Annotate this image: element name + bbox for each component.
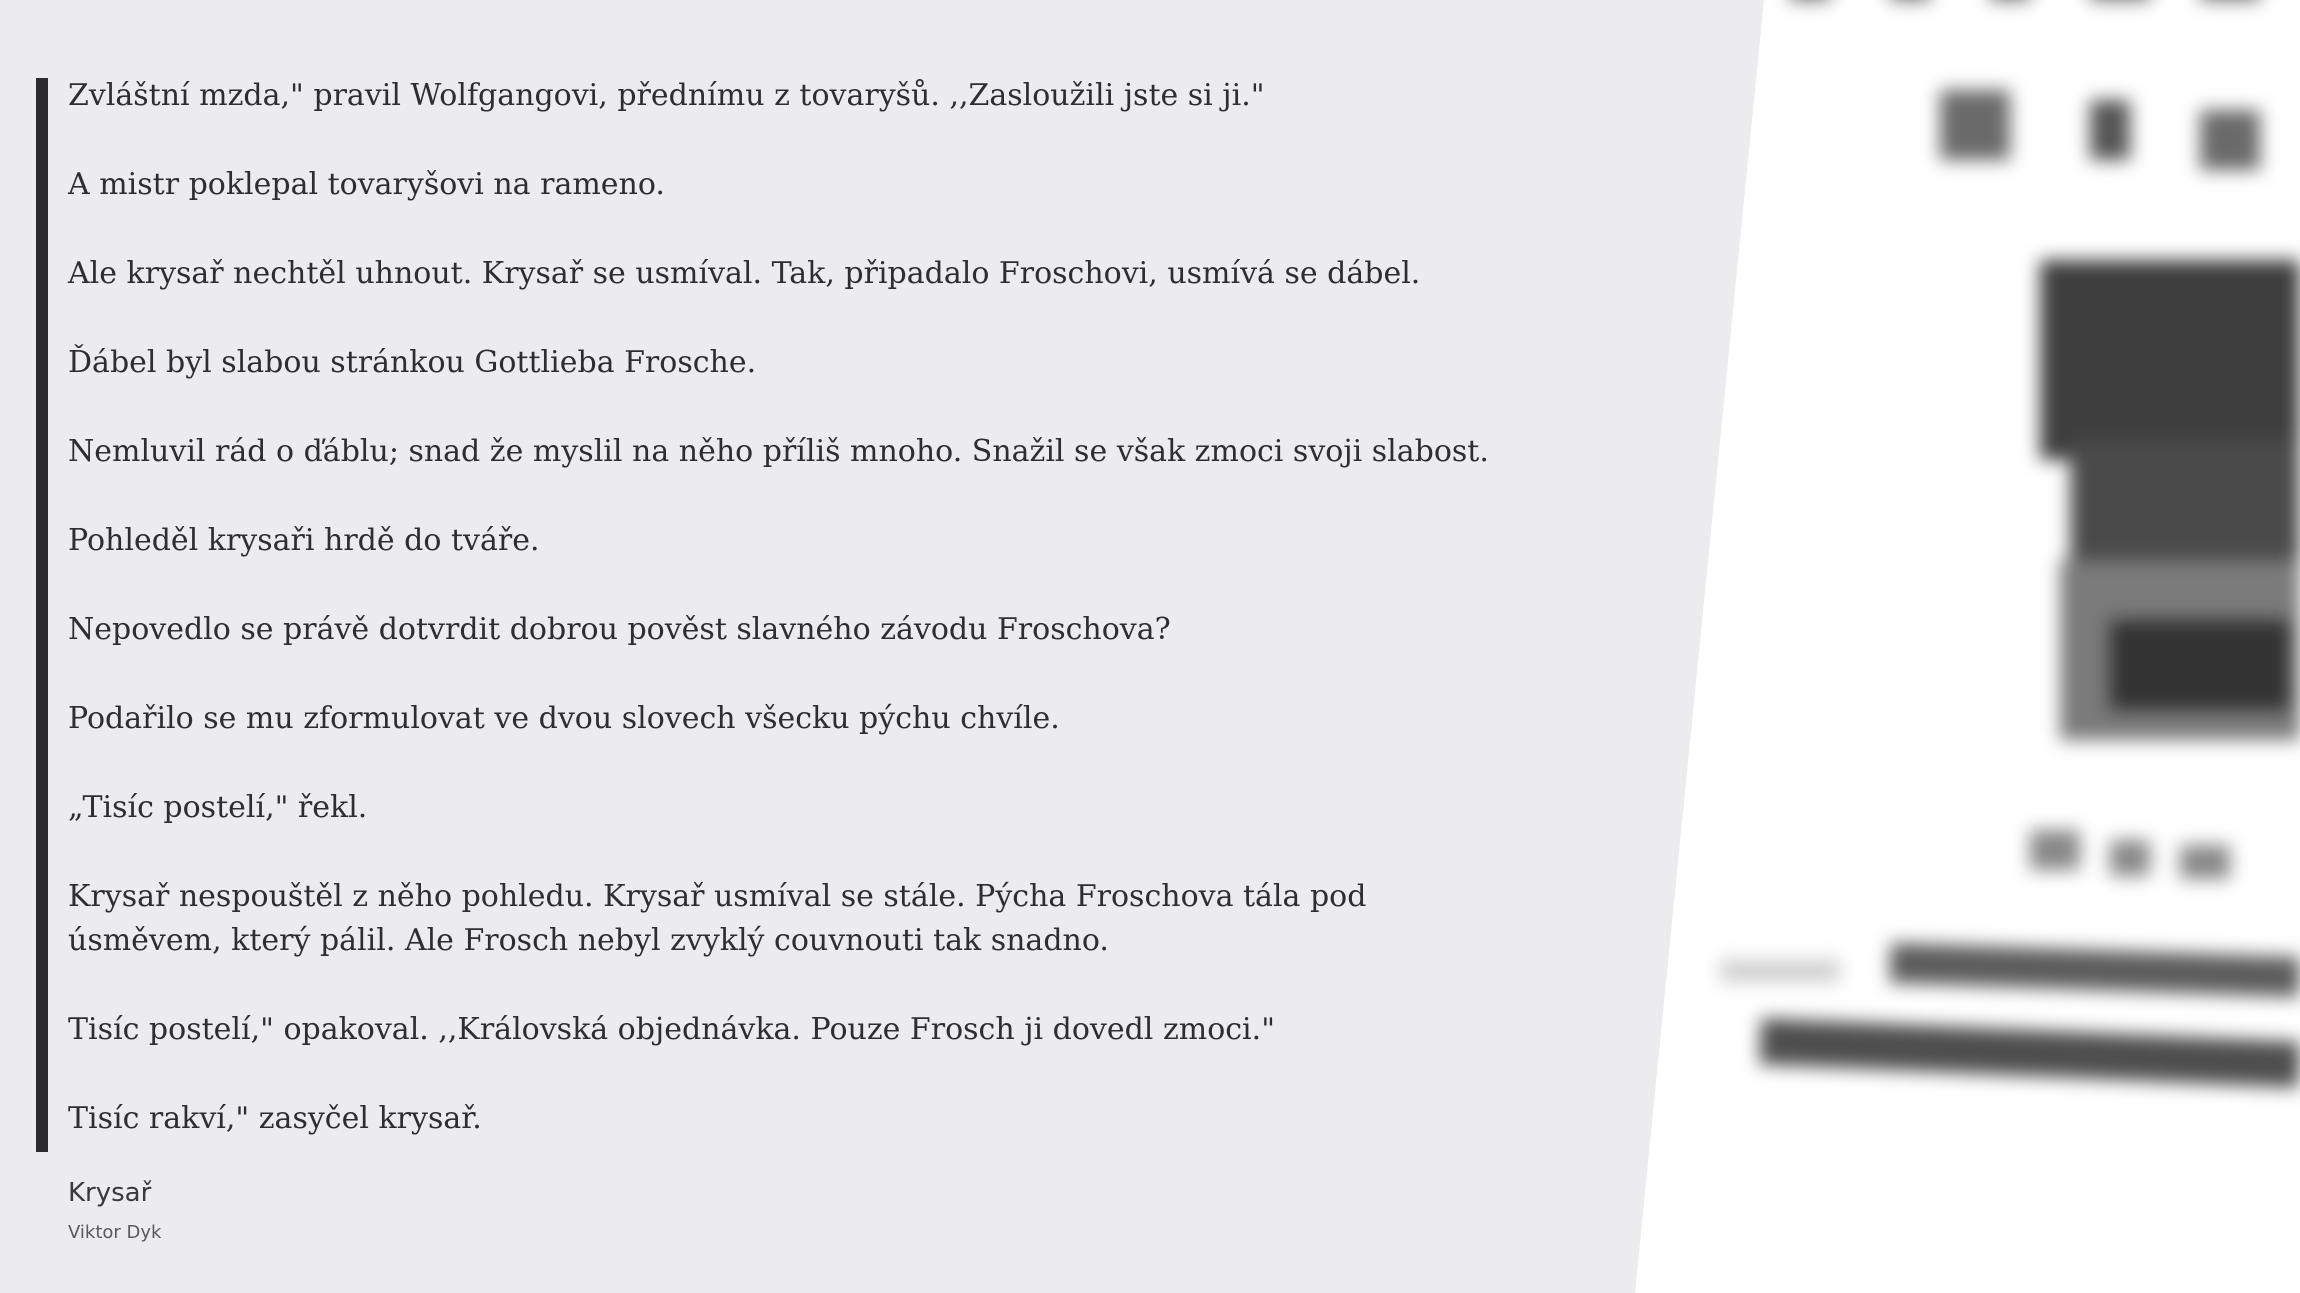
- quote-paragraph: Tisíc rakví," zasyčel krysař.: [68, 1101, 482, 1136]
- quote-paragraph: Zvláštní mzda," pravil Wolfgangovi, přednímu z tovaryšů. ,,Zasloužili jste si ji.": [68, 78, 1265, 113]
- quote-paragraph: A mistr poklepal tovaryšovi na rameno.: [68, 167, 665, 202]
- quote-paragraph: Pohleděl krysaři hrdě do tváře.: [68, 523, 540, 558]
- quote-paragraph: Nepovedlo se právě dotvrdit dobrou pověst slavného závodu Froschova?: [68, 612, 1171, 647]
- quote-paragraph: „Tisíc postelí," řekl.: [68, 790, 368, 825]
- quote-paragraph: Podařilo se mu zformulovat ve dvou slovech všecku pýchu chvíle.: [68, 701, 1060, 736]
- quote-paragraph: Krysař nespouštěl z něho pohledu. Krysař usmíval se stále. Pýcha Froschova tála pod úsměvem, který pálil. Ale Frosch nebyl zvyklý couvnouti tak snadno.: [68, 879, 1367, 958]
- quote-text: [68, 74, 1508, 1141]
- source-author: Viktor Dyk: [68, 1222, 162, 1243]
- quote-paragraph: Tisíc postelí," opakoval. ,,Královská objednávka. Pouze Frosch ji dovedl zmoci.": [68, 1012, 1275, 1047]
- quote-paragraph: Nemluvil rád o ďáblu; snad že myslil na něho příliš mnoho. Snažil se však zmoci svoji slabost.: [68, 434, 1489, 469]
- quote-paragraph: Ďábel byl slabou stránkou Gottlieba Frosche.: [68, 345, 757, 380]
- source-title: Krysař: [68, 1178, 152, 1208]
- quote-paragraph: Ale krysař nechtěl uhnout. Krysař se usmíval. Tak, připadalo Froschovi, usmívá se dábel.: [68, 256, 1421, 291]
